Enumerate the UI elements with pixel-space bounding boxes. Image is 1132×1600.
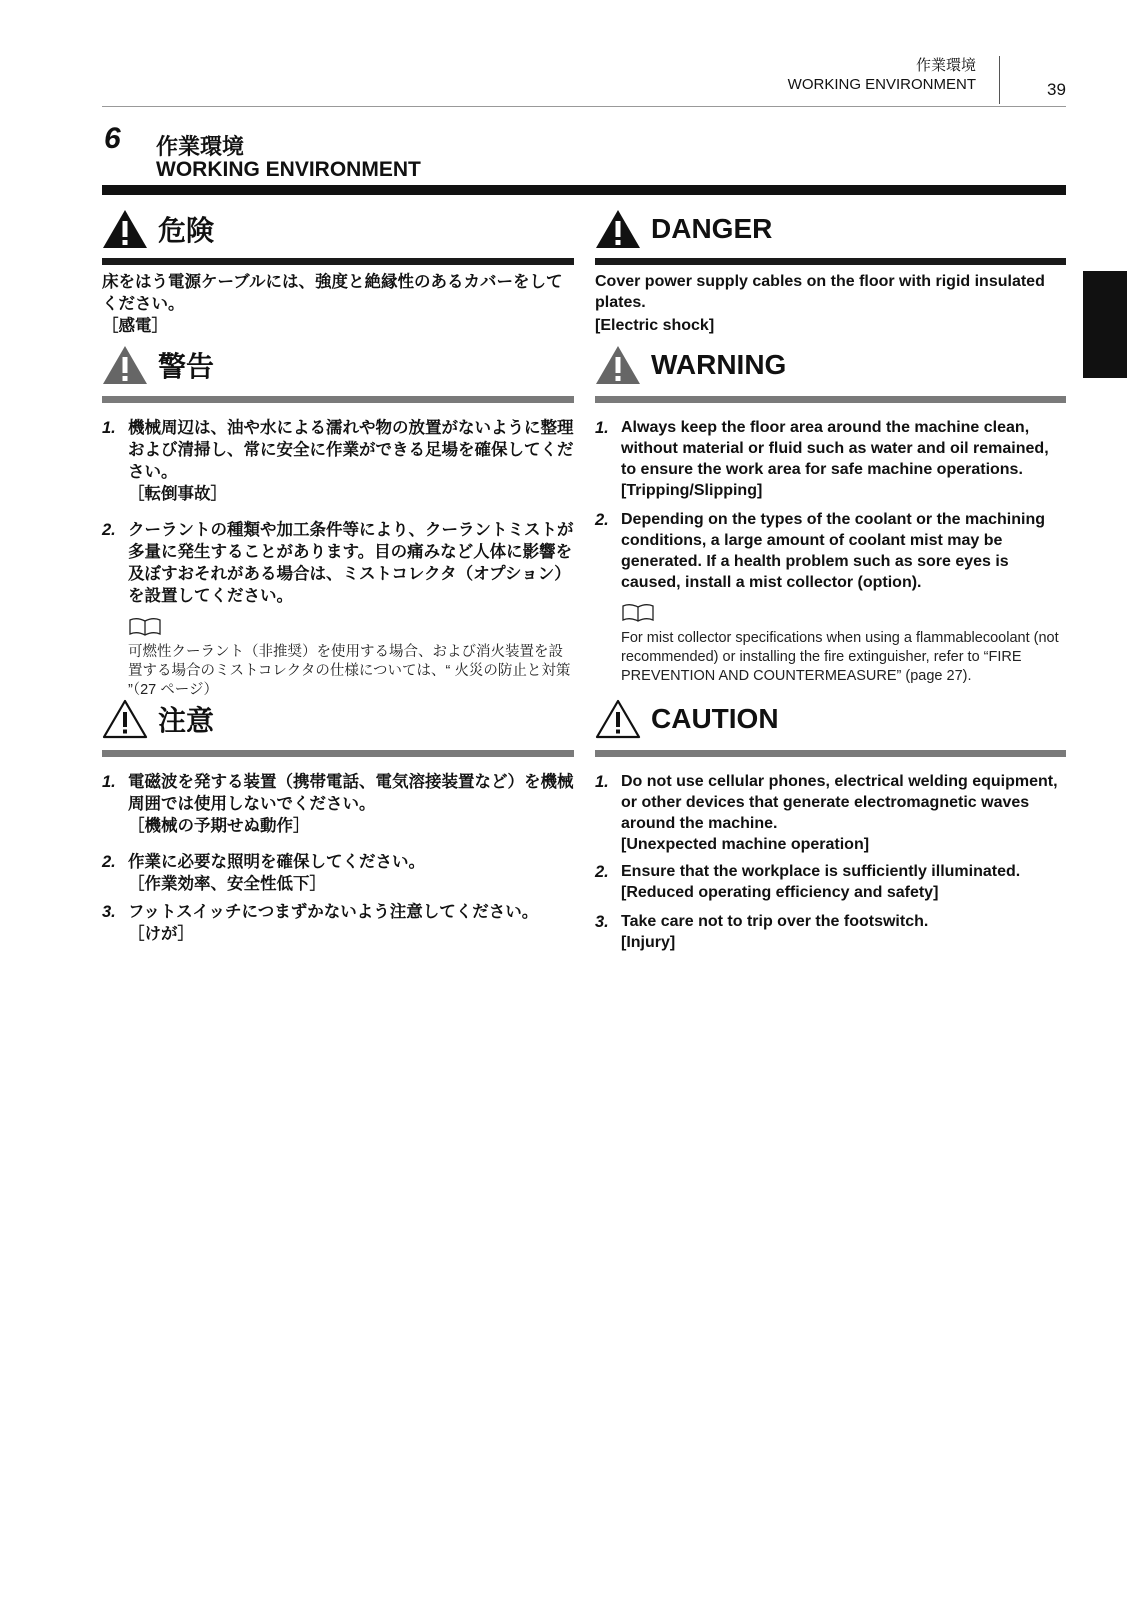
chapter-title-en: WORKING ENVIRONMENT xyxy=(156,158,421,181)
danger-result-en: [Electric shock] xyxy=(595,317,715,334)
list-item xyxy=(595,509,1066,686)
warning-heading-jp xyxy=(102,342,574,388)
item-text: Do not use cellular phones, electrical welding equipment, or other devices that generate electromagnetic waves around the machine. xyxy=(621,773,1058,832)
page-number: 39 xyxy=(1047,80,1066,99)
warning-heading-en xyxy=(595,342,1066,388)
caution-heading-jp xyxy=(102,696,574,742)
item-number: 3. xyxy=(595,913,609,931)
item-number: 2. xyxy=(595,863,609,881)
danger-bar xyxy=(595,258,1066,265)
list-item xyxy=(102,901,574,945)
warning-section-jp xyxy=(102,342,574,700)
caution-icon xyxy=(102,698,148,740)
list-item xyxy=(102,519,574,700)
danger-icon xyxy=(102,208,148,250)
caution-label-jp: 注意 xyxy=(158,705,215,736)
item-result: [Injury] xyxy=(621,934,676,951)
list-item xyxy=(595,417,1066,501)
note-text: For mist collector specifications when using a flammablecoolant (not recommended) or installing the fire extinguisher, refer to “FIRE PREVENTION AND COUNTERMEASURE” (page 27). xyxy=(621,630,1059,684)
item-number: 3. xyxy=(102,903,116,921)
item-text: Always keep the floor area around the machine clean, without material or fluid such as water and oil remained, to ensure the work area for safe machine operations. xyxy=(621,419,1049,478)
item-number: 1. xyxy=(595,773,609,791)
book-icon xyxy=(621,601,665,629)
chapter-side-tab xyxy=(1083,271,1127,378)
item-number: 2. xyxy=(102,521,116,539)
caution-bar xyxy=(595,750,1066,757)
item-text: Depending on the types of the coolant or the machining conditions, a large amount of coolant mist may be generated. If a health problem such as sore eyes is caused, install a mist collector (option). xyxy=(621,511,1046,591)
item-text: Ensure that the workplace is sufficiently illuminated. xyxy=(621,863,1021,880)
item-number: 2. xyxy=(102,853,116,871)
warning-section-en xyxy=(595,342,1066,686)
item-text: クーラントの種類や加工条件等により、クーラントミストが多量に発生することがあります。目の痛みなど人体に影響を及ぼすおそれがある場合は、ミストコレクタ（オプション）を設置してください。 xyxy=(128,521,574,605)
warning-icon xyxy=(595,344,641,386)
danger-section-en xyxy=(595,206,1066,336)
item-text: Take care not to trip over the footswitch. xyxy=(621,913,929,930)
item-text: フットスイッチにつまずかないよう注意してください。 xyxy=(128,903,539,921)
warning-label-jp: 警告 xyxy=(158,351,215,382)
danger-icon xyxy=(595,208,641,250)
danger-text-jp: 床をはう電源ケーブルには、強度と絶縁性のあるカバーをしてください。 xyxy=(102,273,563,313)
danger-result-jp: ［感電］ xyxy=(102,317,168,335)
caution-bar xyxy=(102,750,574,757)
item-text: 電磁波を発する装置（携帯電話、電気溶接装置など）を機械周囲では使用しないでください。 xyxy=(128,773,574,813)
reference-note xyxy=(621,601,1066,686)
danger-text-en: Cover power supply cables on the floor with rigid insulated plates. xyxy=(595,273,1045,311)
book-icon xyxy=(128,615,172,643)
item-result: [Reduced operating efficiency and safety] xyxy=(621,884,939,901)
header-rule xyxy=(102,106,1066,107)
item-number: 1. xyxy=(595,419,609,437)
item-result: ［機械の予期せぬ動作］ xyxy=(128,817,310,835)
item-result: ［けが］ xyxy=(128,925,194,943)
warning-bar xyxy=(102,396,574,403)
list-item xyxy=(595,911,1066,953)
danger-heading-jp xyxy=(102,206,574,252)
list-item xyxy=(102,771,574,837)
danger-label-en: DANGER xyxy=(651,213,773,244)
list-item xyxy=(595,771,1066,855)
chapter-title-bar xyxy=(102,185,1066,195)
reference-note xyxy=(128,615,574,700)
running-header-en: WORKING ENVIRONMENT xyxy=(787,76,976,93)
item-result: [Unexpected machine operation] xyxy=(621,836,870,853)
caution-label-en: CAUTION xyxy=(651,703,779,734)
chapter-title-jp: 作業環境 xyxy=(156,134,245,159)
caution-section-jp xyxy=(102,696,574,945)
danger-label-jp: 危険 xyxy=(158,215,215,246)
item-result: ［転倒事故］ xyxy=(128,485,227,503)
caution-section-en xyxy=(595,696,1066,953)
caution-icon xyxy=(595,698,641,740)
danger-bar xyxy=(102,258,574,265)
item-result: ［作業効率、安全性低下］ xyxy=(128,875,326,893)
danger-section-jp xyxy=(102,206,574,337)
warning-label-en: WARNING xyxy=(651,349,787,380)
warning-icon xyxy=(102,344,148,386)
item-number: 2. xyxy=(595,511,609,529)
danger-heading-en xyxy=(595,206,1066,252)
caution-heading-en xyxy=(595,696,1066,742)
chapter-number: 6 xyxy=(104,122,121,155)
header-divider xyxy=(999,56,1000,104)
warning-bar xyxy=(595,396,1066,403)
item-text: 作業に必要な照明を確保してください。 xyxy=(128,853,425,871)
item-number: 1. xyxy=(102,773,116,791)
running-header-jp: 作業環境 xyxy=(915,57,976,74)
list-item xyxy=(102,417,574,505)
note-text: 可燃性クーラント（非推奨）を使用する場合、および消火装置を設置する場合のミストコレクタの仕様については、“ 火災の防止と対策 ”（27 ページ） xyxy=(128,644,571,698)
list-item xyxy=(595,861,1066,903)
list-item xyxy=(102,851,574,895)
item-number: 1. xyxy=(102,419,116,437)
item-text: 機械周辺は、油や水による濡れや物の放置がないように整理および清掃し、常に安全に作業ができる足場を確保してください。 xyxy=(128,419,574,481)
item-result: [Tripping/Slipping] xyxy=(621,482,763,499)
